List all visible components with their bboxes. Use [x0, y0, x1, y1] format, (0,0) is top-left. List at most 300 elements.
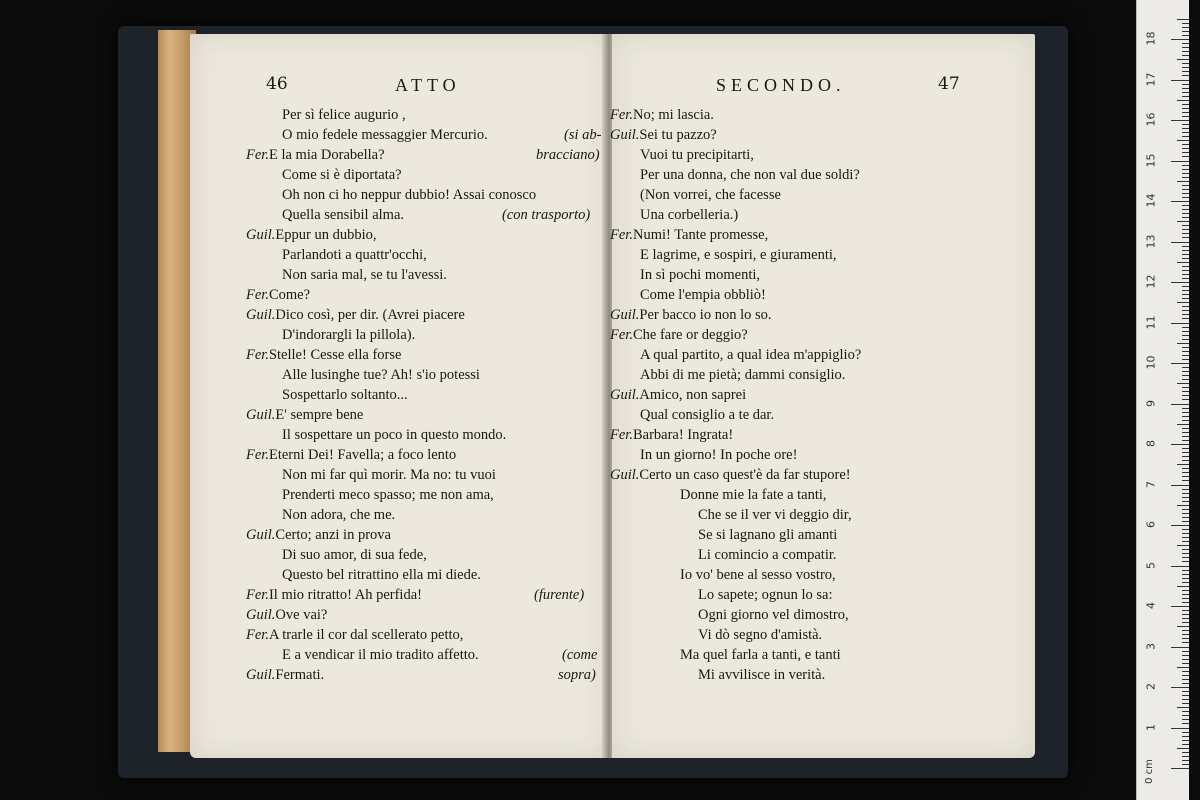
ruler-number: 2	[1144, 683, 1158, 690]
ruler-tick	[1171, 363, 1189, 364]
ruler-tick	[1182, 521, 1189, 522]
verse-line	[610, 425, 733, 445]
verse-line	[282, 265, 447, 285]
ruler-tick	[1171, 120, 1189, 121]
line-text: Questo bel ritrattino ella mi diede.	[282, 567, 481, 583]
ruler-tick	[1182, 278, 1189, 279]
ruler-tick	[1182, 298, 1189, 299]
line-text: Io vo' bene al sesso vostro,	[680, 567, 836, 583]
ruler-tick	[1177, 302, 1189, 303]
speaker-label: Guil.	[610, 387, 640, 403]
verse-line	[246, 285, 310, 305]
speaker-label: Guil.	[610, 467, 640, 483]
ruler-tick	[1177, 626, 1189, 627]
ruler-tick	[1182, 582, 1189, 583]
ruler-number: 6	[1144, 521, 1158, 528]
ruler-tick	[1182, 590, 1189, 591]
ruler-tick	[1182, 327, 1189, 328]
line-text: Una corbelleria.)	[640, 207, 739, 223]
ruler-tick	[1182, 31, 1189, 32]
ruler-tick	[1182, 549, 1189, 550]
ruler-tick	[1177, 748, 1189, 749]
verse-line	[246, 405, 363, 425]
line-text: Ove vai?	[275, 607, 328, 623]
line-text: Non saria mal, se tu l'avessi.	[282, 267, 447, 283]
ruler-tick	[1182, 719, 1189, 720]
ruler-tick	[1182, 448, 1189, 449]
ruler-tick	[1182, 290, 1189, 291]
ruler-tick	[1171, 728, 1189, 729]
ruler-tick	[1182, 602, 1189, 603]
ruler-tick	[1182, 699, 1189, 700]
ruler-tick	[1182, 416, 1189, 417]
line-text: Per bacco io non lo so.	[639, 307, 772, 323]
ruler-number: 7	[1144, 480, 1158, 488]
verse-line	[698, 625, 822, 645]
stage-direction: (furente)	[534, 587, 585, 603]
ruler-tick	[1182, 472, 1189, 473]
ruler-tick	[1182, 71, 1189, 72]
ruler-tick	[1182, 711, 1189, 712]
verse-line	[698, 525, 837, 545]
ruler-tick	[1182, 501, 1189, 502]
ruler-tick	[1182, 537, 1189, 538]
ruler-tick	[1177, 545, 1189, 546]
measuring-ruler	[1136, 0, 1189, 800]
ruler-tick	[1182, 703, 1189, 704]
verse-line	[610, 125, 717, 145]
ruler-tick	[1182, 351, 1189, 352]
ruler-tick	[1182, 387, 1189, 388]
ruler-tick	[1182, 622, 1189, 623]
verse-line	[698, 665, 825, 685]
ruler-tick	[1182, 237, 1189, 238]
speaker-label: Fer.	[610, 327, 633, 343]
ruler-tick	[1182, 43, 1189, 44]
line-text: Oh non ci ho neppur dubbio! Assai conosco	[282, 187, 537, 203]
line-text: Alle lusinghe tue? Ah! s'io potessi	[282, 367, 480, 383]
ruler-tick	[1182, 614, 1189, 615]
line-text: Numi! Tante promesse,	[632, 227, 769, 243]
verse-line	[246, 225, 377, 245]
line-text: (Non vorrei, che facesse	[640, 187, 781, 203]
verse-line	[640, 205, 738, 225]
ruler-tick	[1182, 274, 1189, 275]
ruler-tick	[1182, 136, 1189, 137]
ruler-tick	[1177, 59, 1189, 60]
ruler-tick	[1182, 128, 1189, 129]
line-text: E a vendicar il mio tradito affetto.	[282, 647, 479, 663]
ruler-tick	[1177, 424, 1189, 425]
line-text: Che se il ver vi deggio dir,	[698, 507, 852, 523]
verse-line	[282, 185, 536, 205]
ruler-number: 13	[1144, 234, 1158, 248]
left-page-number: 46	[266, 74, 288, 94]
ruler-tick	[1182, 408, 1189, 409]
ruler-tick	[1171, 647, 1189, 648]
line-text: Fermati.	[275, 667, 325, 683]
ruler-tick	[1182, 476, 1189, 477]
verse-line	[282, 425, 506, 445]
ruler-tick	[1171, 525, 1189, 526]
verse-line	[246, 345, 401, 365]
ruler-tick	[1182, 598, 1189, 599]
line-text: Ma quel farla a tanti, e tanti	[680, 647, 841, 663]
speaker-label: Guil.	[246, 227, 276, 243]
verse-line	[640, 405, 774, 425]
ruler-tick	[1182, 695, 1189, 696]
ruler-tick	[1182, 75, 1189, 76]
speaker-label: Guil.	[246, 307, 276, 323]
ruler-tick	[1182, 51, 1189, 52]
ruler-tick	[1182, 671, 1189, 672]
ruler-tick	[1182, 468, 1189, 469]
ruler-tick	[1182, 594, 1189, 595]
ruler-tick	[1182, 412, 1189, 413]
verse-line	[698, 505, 852, 525]
ruler-tick	[1182, 116, 1189, 117]
ruler-tick	[1182, 359, 1189, 360]
line-text: Abbi di me pietà; dammi consiglio.	[640, 367, 846, 383]
line-text: In un giorno! In poche ore!	[640, 447, 798, 463]
ruler-tick	[1177, 464, 1189, 465]
ruler-tick	[1182, 197, 1189, 198]
line-text: Di suo amor, di sua fede,	[282, 547, 427, 563]
verse-line	[640, 165, 860, 185]
verse-line	[282, 505, 395, 525]
ruler-tick	[1182, 456, 1189, 457]
ruler-tick	[1182, 533, 1189, 534]
ruler-number: 12	[1144, 274, 1158, 289]
verse-line	[282, 105, 406, 125]
line-text: Per sì felice augurio ,	[282, 107, 406, 123]
ruler-tick	[1182, 740, 1189, 741]
line-text: Sospettarlo soltanto...	[282, 387, 408, 403]
ruler-tick	[1182, 760, 1189, 761]
ruler-tick	[1182, 217, 1189, 218]
verse-line	[282, 485, 494, 505]
ruler-tick	[1182, 529, 1189, 530]
stage-direction: (si ab-	[564, 127, 602, 143]
ruler-tick	[1182, 440, 1189, 441]
ruler-tick	[1182, 185, 1189, 186]
ruler-tick	[1177, 586, 1189, 587]
ruler-tick	[1182, 570, 1189, 571]
ruler-tick	[1182, 209, 1189, 210]
ruler-tick	[1182, 663, 1189, 664]
ruler-tick	[1182, 314, 1189, 315]
verse-line	[282, 165, 402, 185]
verse-line	[680, 565, 836, 585]
ruler-unit-label: 0 cm	[1143, 759, 1155, 784]
ruler-number: 9	[1144, 399, 1158, 407]
ruler-tick	[1182, 436, 1189, 437]
line-text: Qual consiglio a te dar.	[640, 407, 775, 423]
ruler-tick	[1177, 707, 1189, 708]
verse-line	[246, 145, 385, 165]
speaker-label: Fer.	[246, 587, 269, 603]
speaker-label: Fer.	[246, 627, 269, 643]
speaker-label: Guil.	[246, 527, 276, 543]
line-text: No; mi lascia.	[632, 107, 714, 123]
ruler-tick	[1182, 286, 1189, 287]
ruler-tick	[1182, 294, 1189, 295]
line-text: Quella sensibil alma.	[282, 207, 405, 223]
ruler-tick	[1182, 638, 1189, 639]
ruler-tick	[1182, 732, 1189, 733]
speaker-label: Fer.	[246, 347, 269, 363]
ruler-tick	[1182, 177, 1189, 178]
verse-line	[640, 245, 837, 265]
ruler-tick	[1182, 355, 1189, 356]
line-text: Sei tu pazzo?	[639, 127, 717, 143]
stage-direction: bracciano)	[536, 147, 600, 163]
ruler-tick	[1177, 221, 1189, 222]
ruler-tick	[1171, 566, 1189, 567]
line-text: Lo sapete; ognun lo sa:	[698, 587, 833, 603]
verse-line	[282, 205, 404, 225]
verse-line	[640, 445, 797, 465]
ruler-tick	[1171, 687, 1189, 688]
ruler-tick	[1182, 715, 1189, 716]
ruler-tick	[1171, 323, 1189, 324]
ruler-tick	[1182, 557, 1189, 558]
ruler-tick	[1182, 634, 1189, 635]
ruler-tick	[1182, 756, 1189, 757]
ruler-tick	[1182, 493, 1189, 494]
ruler-tick	[1182, 156, 1189, 157]
ruler-tick	[1177, 383, 1189, 384]
ruler-tick	[1182, 92, 1189, 93]
verse-line	[282, 245, 427, 265]
verse-line	[640, 345, 861, 365]
ruler-tick	[1182, 723, 1189, 724]
ruler-tick	[1171, 404, 1189, 405]
line-text: Non adora, che me.	[282, 507, 396, 523]
ruler-tick	[1177, 19, 1189, 20]
ruler-tick	[1182, 460, 1189, 461]
ruler-tick	[1182, 395, 1189, 396]
line-text: Certo; anzi in prova	[275, 527, 391, 543]
ruler-tick	[1182, 63, 1189, 64]
ruler-tick	[1182, 517, 1189, 518]
ruler-tick	[1182, 246, 1189, 247]
speaker-label: Fer.	[610, 427, 633, 443]
ruler-number: 15	[1144, 153, 1158, 167]
ruler-tick	[1182, 169, 1189, 170]
ruler-number: 5	[1144, 561, 1158, 569]
ruler-number: 17	[1144, 72, 1158, 86]
verse-line	[246, 525, 391, 545]
verse-line	[246, 445, 456, 465]
line-text: Stelle! Cesse ella forse	[268, 347, 402, 363]
ruler-tick	[1182, 618, 1189, 619]
ruler-tick	[1182, 659, 1189, 660]
stage-direction: (con trasporto)	[502, 207, 591, 223]
line-text: O mio fedele messaggier Mercurio.	[282, 127, 488, 143]
ruler-tick	[1182, 144, 1189, 145]
ruler-number: 16	[1144, 112, 1158, 127]
line-text: Mi avvilisce in verità.	[698, 667, 826, 683]
ruler-tick	[1182, 108, 1189, 109]
ruler-tick	[1182, 675, 1189, 676]
ruler-number: 4	[1144, 602, 1158, 609]
ruler-tick	[1182, 233, 1189, 234]
ruler-tick	[1177, 140, 1189, 141]
ruler-tick	[1182, 509, 1189, 510]
ruler-tick	[1182, 432, 1189, 433]
speaker-label: Guil.	[246, 407, 276, 423]
speaker-label: Guil.	[610, 307, 640, 323]
ruler-tick	[1182, 331, 1189, 332]
ruler-tick	[1182, 736, 1189, 737]
ruler-tick	[1182, 578, 1189, 579]
ruler-tick	[1171, 80, 1189, 81]
verse-line	[610, 225, 768, 245]
verse-line	[282, 565, 481, 585]
line-text: Vuoi tu precipitarti,	[640, 147, 754, 163]
ruler-tick	[1182, 655, 1189, 656]
verse-line	[680, 485, 827, 505]
ruler-tick	[1182, 152, 1189, 153]
verse-line	[246, 605, 327, 625]
left-page	[190, 34, 608, 758]
ruler-tick	[1182, 347, 1189, 348]
verse-line	[282, 645, 479, 665]
ruler-tick	[1182, 428, 1189, 429]
line-text: Ogni giorno vel dimostro,	[698, 607, 849, 623]
ruler-number: 3	[1144, 642, 1158, 650]
verse-line	[640, 265, 760, 285]
ruler-tick	[1182, 250, 1189, 251]
line-text: Barbara! Ingrata!	[632, 427, 734, 443]
verse-line	[610, 105, 714, 125]
line-text: E la mia Dorabella?	[268, 147, 385, 163]
verse-line	[282, 325, 415, 345]
ruler-tick	[1182, 27, 1189, 28]
line-text: Per una donna, che non val due soldi?	[640, 167, 860, 183]
ruler-tick	[1182, 610, 1189, 611]
ruler-tick	[1177, 505, 1189, 506]
line-text: Vi dò segno d'amistà.	[698, 627, 823, 643]
ruler-tick	[1182, 651, 1189, 652]
ruler-tick	[1182, 112, 1189, 113]
ruler-tick	[1182, 173, 1189, 174]
ruler-tick	[1182, 375, 1189, 376]
verse-line	[610, 325, 748, 345]
verse-line	[246, 305, 465, 325]
ruler-tick	[1182, 205, 1189, 206]
line-text: Eppur un dubbio,	[275, 227, 377, 243]
ruler-tick	[1182, 318, 1189, 319]
ruler-tick	[1182, 84, 1189, 85]
ruler-tick	[1182, 67, 1189, 68]
line-text: Donne mie la fate a tanti,	[680, 487, 827, 503]
ruler-tick	[1182, 642, 1189, 643]
verse-line	[610, 465, 851, 485]
ruler-tick	[1182, 452, 1189, 453]
ruler-tick	[1171, 39, 1189, 40]
ruler-tick	[1182, 88, 1189, 89]
verse-line	[246, 665, 324, 685]
right-running-head: SECONDO.	[716, 75, 846, 95]
line-text: Il mio ritratto! Ah perfida!	[268, 587, 422, 603]
line-text: Non mi far quì morir. Ma no: tu vuoi	[282, 467, 496, 483]
ruler-tick	[1177, 262, 1189, 263]
line-text: Prenderti meco spasso; me non ama,	[282, 487, 494, 503]
ruler-tick	[1177, 181, 1189, 182]
ruler-tick	[1182, 691, 1189, 692]
ruler-tick	[1182, 225, 1189, 226]
ruler-tick	[1182, 189, 1189, 190]
ruler-tick	[1171, 485, 1189, 486]
left-running-head: ATTO	[395, 75, 461, 95]
ruler-tick	[1182, 420, 1189, 421]
verse-line	[610, 305, 772, 325]
line-text: Parlandoti a quattr'occhi,	[282, 247, 427, 263]
ruler-tick	[1177, 343, 1189, 344]
stage-direction: sopra)	[558, 667, 596, 683]
line-text: Eterni Dei! Favella; a foco lento	[268, 447, 457, 463]
line-text: Amico, non saprei	[639, 387, 747, 403]
ruler-tick	[1182, 104, 1189, 105]
ruler-tick	[1182, 254, 1189, 255]
line-text: Dico così, per dir. (Avrei piacere	[275, 307, 465, 323]
verse-line	[246, 585, 422, 605]
ruler-tick	[1177, 667, 1189, 668]
ruler-tick	[1182, 752, 1189, 753]
ruler-tick	[1182, 270, 1189, 271]
ruler-tick	[1182, 553, 1189, 554]
verse-line	[640, 185, 781, 205]
ruler-tick	[1182, 96, 1189, 97]
verse-line	[640, 285, 766, 305]
verse-line	[610, 385, 746, 405]
ruler-tick	[1182, 148, 1189, 149]
stage-direction: (come	[562, 647, 598, 663]
speaker-label: Guil.	[246, 607, 276, 623]
ruler-tick	[1182, 744, 1189, 745]
verse-line	[698, 605, 849, 625]
ruler-tick	[1182, 213, 1189, 214]
ruler-tick	[1182, 371, 1189, 372]
verse-line	[282, 385, 408, 405]
speaker-label: Fer.	[246, 147, 269, 163]
line-text: E lagrime, e sospiri, e giuramenti,	[640, 247, 837, 263]
verse-line	[282, 125, 488, 145]
ruler-tick	[1182, 339, 1189, 340]
ruler-tick	[1182, 391, 1189, 392]
ruler-tick	[1182, 47, 1189, 48]
line-text: E' sempre bene	[275, 407, 364, 423]
ruler-tick	[1182, 574, 1189, 575]
ruler-tick	[1182, 497, 1189, 498]
speaker-label: Fer.	[610, 107, 633, 123]
speaker-label: Fer.	[246, 447, 269, 463]
ruler-tick	[1182, 489, 1189, 490]
ruler-tick	[1171, 201, 1189, 202]
line-text: Se si lagnano gli amanti	[698, 527, 838, 543]
ruler-tick	[1182, 764, 1189, 765]
speaker-label: Fer.	[246, 287, 269, 303]
ruler-number: 1	[1144, 723, 1158, 731]
ruler-tick	[1182, 335, 1189, 336]
line-text: Come l'empia obbliò!	[640, 287, 766, 303]
ruler-tick	[1182, 23, 1189, 24]
speaker-label: Fer.	[610, 227, 633, 243]
ruler-tick	[1182, 266, 1189, 267]
line-text: A trarle il cor dal scellerato petto,	[268, 627, 464, 643]
